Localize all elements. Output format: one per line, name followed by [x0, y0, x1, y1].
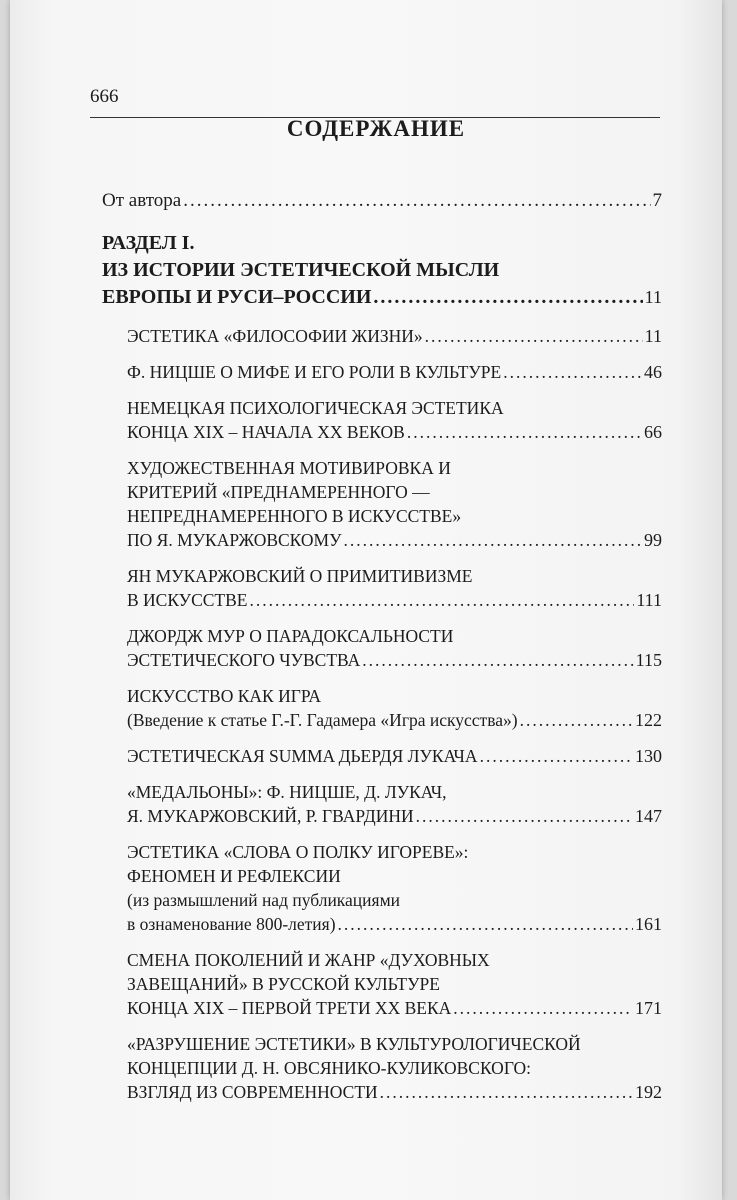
dot-leader — [503, 360, 642, 384]
toc-entry — [127, 840, 662, 936]
toc-entry — [127, 456, 662, 552]
toc-entry-line: «МЕДАЛЬОНЫ»: Ф. НИЦШЕ, Д. ЛУКАЧ, — [127, 782, 447, 802]
toc-entry-line: ДЖОРДЖ МУР О ПАРАДОКСАЛЬНОСТИ — [127, 626, 454, 646]
dot-leader — [249, 588, 634, 612]
section-line: ЕВРОПЫ И РУСИ–РОССИИ — [102, 286, 372, 308]
toc-page-number: 192 — [635, 1082, 662, 1102]
toc-page-number: 147 — [635, 806, 662, 826]
toc-entry — [127, 744, 662, 768]
toc-entry — [127, 564, 662, 612]
toc-entry-line: НЕМЕЦКАЯ ПСИХОЛОГИЧЕСКАЯ ЭСТЕТИКА — [127, 398, 504, 418]
page-number: 666 — [90, 86, 119, 107]
toc-page-number: 130 — [635, 746, 662, 766]
toc-entry-line: КОНЦА XIX – ПЕРВОЙ ТРЕТИ XX ВЕКА — [127, 998, 452, 1018]
toc-entry-author — [102, 190, 662, 212]
toc-entry-line: ВЗГЛЯД ИЗ СОВРЕМЕННОСТИ — [127, 1082, 378, 1102]
toc-entry — [127, 780, 662, 828]
toc-entry-line: КОНЦЕПЦИИ Д. Н. ОВСЯНИКО-КУЛИКОВСКОГО: — [127, 1058, 531, 1078]
section-last-line — [102, 284, 662, 311]
toc-entry-line: Ф. НИЦШЕ О МИФЕ И ЕГО РОЛИ В КУЛЬТУРЕ — [127, 362, 502, 382]
toc-entry-line: ХУДОЖЕСТВЕННАЯ МОТИВИРОВКА И — [127, 458, 451, 478]
toc-entry — [127, 684, 662, 732]
dot-leader — [183, 190, 650, 212]
toc-entry-line: СМЕНА ПОКОЛЕНИЙ И ЖАНР «ДУХОВНЫХ — [127, 950, 490, 970]
toc-entry-last-line — [127, 708, 662, 732]
toc-page-number: 99 — [644, 530, 662, 550]
toc-entry-line: ЭСТЕТИЧЕСКАЯ SUMMA ДЬЕРДЯ ЛУКАЧА — [127, 746, 478, 766]
toc-entry — [127, 624, 662, 672]
dot-leader — [380, 1080, 633, 1104]
toc-entry-last-line — [127, 804, 662, 828]
toc-entry-line: КОНЦА XIX – НАЧАЛА XX ВЕКОВ — [127, 422, 405, 442]
toc-page-number: 161 — [635, 914, 662, 934]
toc-entry-line: ЭСТЕТИКА «ФИЛОСОФИИ ЖИЗНИ» — [127, 326, 423, 346]
toc-page-number: 46 — [644, 362, 662, 382]
toc-entry-last-line — [127, 360, 662, 384]
toc-section-heading — [102, 230, 662, 311]
toc-entry-last-line — [127, 648, 662, 672]
toc-entry-line: НЕПРЕДНАМЕРЕННОГО В ИСКУССТВЕ» — [127, 506, 462, 526]
toc-page-number: 11 — [644, 287, 662, 307]
toc-entry — [127, 1032, 662, 1104]
toc-page-number: 171 — [635, 998, 662, 1018]
dot-leader — [373, 284, 642, 311]
toc-entry-line: КРИТЕРИЙ «ПРЕДНАМЕРЕННОГО — — [127, 482, 430, 502]
dot-leader — [520, 708, 633, 732]
section-line: РАЗДЕЛ I. — [102, 232, 195, 254]
toc-entry — [127, 396, 662, 444]
toc-entry-line: ФЕНОМЕН И РЕФЛЕКСИИ — [127, 866, 341, 886]
toc-entry-line: (Введение к статье Г.-Г. Гадамера «Игра искусства») — [127, 710, 518, 730]
toc-entry-last-line — [127, 528, 662, 552]
toc-entry-last-line — [127, 324, 662, 348]
dot-leader — [416, 804, 633, 828]
toc-entry-last-line — [127, 996, 662, 1020]
toc-entry-line: «РАЗРУШЕНИЕ ЭСТЕТИКИ» В КУЛЬТУРОЛОГИЧЕСКОЙ — [127, 1034, 581, 1054]
dot-leader — [344, 528, 642, 552]
toc-entry-last-line — [127, 744, 662, 768]
dot-leader — [362, 648, 633, 672]
toc-entry-last-line — [127, 912, 662, 936]
dot-leader — [407, 420, 642, 444]
toc-entry-label: От автора — [102, 190, 182, 211]
dot-leader — [453, 996, 633, 1020]
toc-entry — [127, 324, 662, 348]
toc-page-number: 66 — [644, 422, 662, 442]
toc-entry-line: ПО Я. МУКАРЖОВСКОМУ — [127, 530, 342, 550]
toc-entry — [127, 360, 662, 384]
page-title: СОДЕРЖАНИЕ — [286, 116, 466, 141]
toc-entry-last-line — [127, 1080, 662, 1104]
toc-page-number: 7 — [652, 190, 662, 211]
toc-entry-line: Я. МУКАРЖОВСКИЙ, Р. ГВАРДИНИ — [127, 806, 414, 826]
toc-entry-last-line — [127, 420, 662, 444]
toc-entry — [127, 948, 662, 1020]
toc-page-number: 122 — [635, 710, 662, 730]
toc-entry-line: В ИСКУССТВЕ — [127, 590, 248, 610]
toc-page-number: 11 — [644, 326, 662, 346]
toc-page-number: 115 — [635, 650, 662, 670]
toc-entries — [127, 324, 662, 1116]
toc-entry-line: в ознаменование 800-летия) — [127, 914, 336, 934]
book-page — [10, 0, 722, 1200]
toc-entry-line: ЭСТЕТИКА «СЛОВА О ПОЛКУ ИГОРЕВЕ»: — [127, 842, 469, 862]
toc-entry-line: ИСКУССТВО КАК ИГРА — [127, 686, 321, 706]
dot-leader — [480, 744, 633, 768]
dot-leader — [338, 912, 633, 936]
toc-entry-line: ЭСТЕТИЧЕСКОГО ЧУВСТВА — [127, 650, 361, 670]
section-line: ИЗ ИСТОРИИ ЭСТЕТИЧЕСКОЙ МЫСЛИ — [102, 259, 500, 281]
toc-entry-line: (из размышлений над публикациями — [127, 890, 401, 910]
dot-leader — [425, 324, 643, 348]
toc-page-number: 111 — [636, 590, 662, 610]
toc-entry-line: ЗАВЕЩАНИЙ» В РУССКОЙ КУЛЬТУРЕ — [127, 974, 440, 994]
toc-entry-last-line — [127, 588, 662, 612]
toc-entry-line: ЯН МУКАРЖОВСКИЙ О ПРИМИТИВИЗМЕ — [127, 566, 473, 586]
